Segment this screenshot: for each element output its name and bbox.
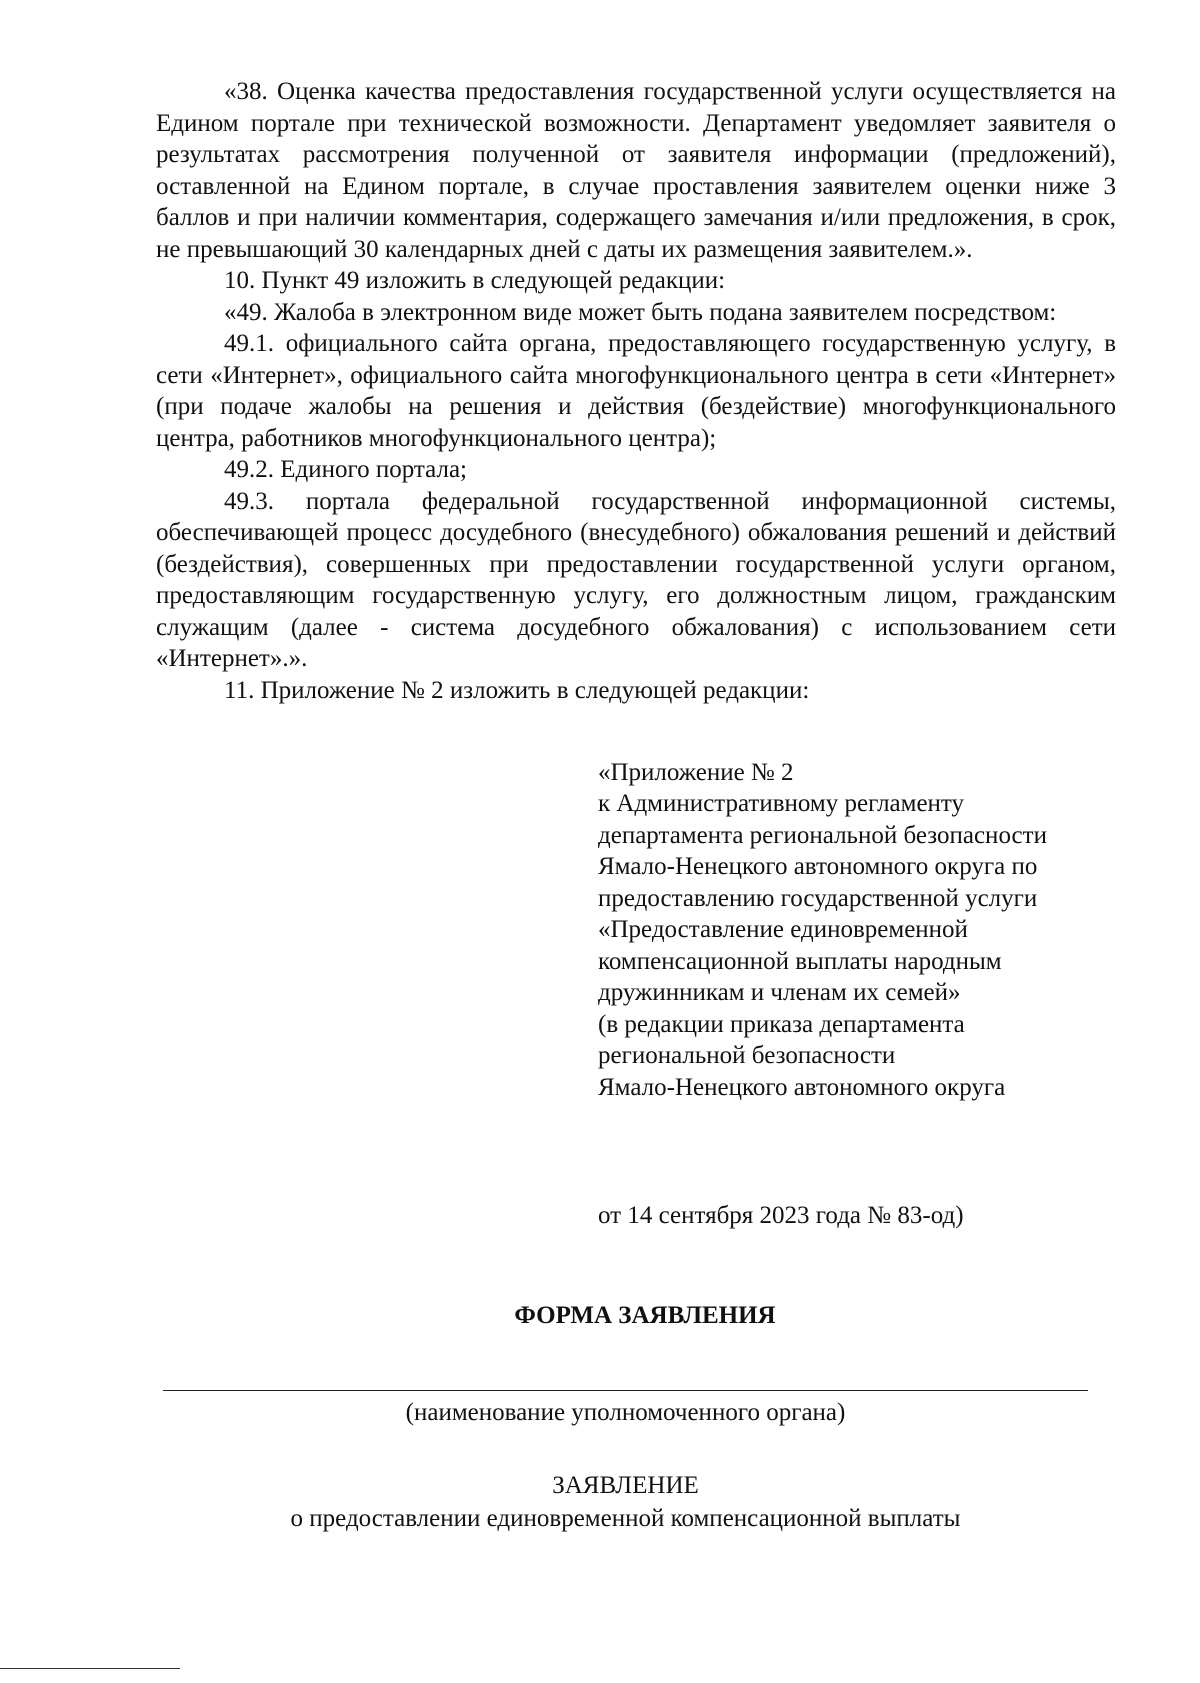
appendix-title: «Приложение № 2 [598, 759, 794, 786]
body-text [156, 76, 1116, 706]
appendix-line: предоставлению государственной услуги [598, 884, 1038, 912]
appendix-header [598, 759, 1118, 1103]
appendix-line: региональной безопасности [598, 1042, 896, 1069]
paragraph-38: «38. Оценка качества предоставления государственной услуги осуществляется на Едином портале при технической возможности. Департамент уведомляет заявителя о результатах рассмотрения полученной от заявителя информации (предложений), оставленной на Едином портале, в случае проставления заявителем оценки ниже 3 баллов и при наличии комментария, содержащего замечания и/или предложения, в срок, не превышающий 30 календарных дней с даты их размещения заявителем.». [156, 78, 1116, 263]
footnote-rule [0, 1668, 180, 1669]
paragraph-49-2: 49.2. Единого портала; [224, 456, 467, 483]
appendix-line: департамента региональной безопасности [598, 821, 1047, 849]
appendix-line: Ямало-Ненецкого автономного округа [598, 1073, 1006, 1101]
paragraph-49-1: 49.1. официального сайта органа, предоставляющего государственную услугу, в сети «Интернет», официального сайта многофункционального центра в сети «Интернет» (при подаче жалобы на решения и действия (бездействие) многофункционального центра, работников многофункционального центра); [156, 330, 1116, 452]
statement-subtitle: о предоставлении единовременной компенсационной выплаты [290, 1505, 961, 1532]
paragraph-49: «49. Жалоба в электронном виде может быть подана заявителем посредством: [224, 298, 1057, 326]
appendix-line: дружинникам и членам их семей» [598, 979, 961, 1006]
appendix-line: компенсационной выплаты народным [598, 947, 1002, 975]
appendix-date-line: от 14 сентября 2023 года № 83-од) [598, 1202, 964, 1229]
org-name-caption: (наименование уполномоченного органа) [405, 1399, 846, 1426]
form-title: ФОРМА ЗАЯВЛЕНИЯ [514, 1302, 776, 1329]
appendix-line: к Административному регламенту [598, 790, 965, 817]
paragraph-49-3: 49.3. портала федеральной государственной информационной системы, обеспечивающей процесс досудебного (внесудебного) обжалования решений и действий (бездействия), совершенных при предоставлении государственной услуги органом, предоставляющим государственную услугу, его должностным лицом, гражданским служащим (далее - система досудебного обжалования) с использованием сети «Интернет».». [156, 487, 1116, 672]
appendix-line: (в редакции приказа департамента [598, 1010, 965, 1038]
appendix-line: «Предоставление единовременной [598, 916, 968, 943]
paragraph-item-10: 10. Пункт 49 изложить в следующей редакции: [224, 267, 726, 294]
org-name-blank-line [163, 1390, 1088, 1391]
appendix-line: Ямало-Ненецкого автономного округа по [598, 853, 1038, 880]
statement-title: ЗАЯВЛЕНИЕ [552, 1472, 699, 1499]
paragraph-item-11: 11. Приложение № 2 изложить в следующей редакции: [224, 676, 810, 704]
